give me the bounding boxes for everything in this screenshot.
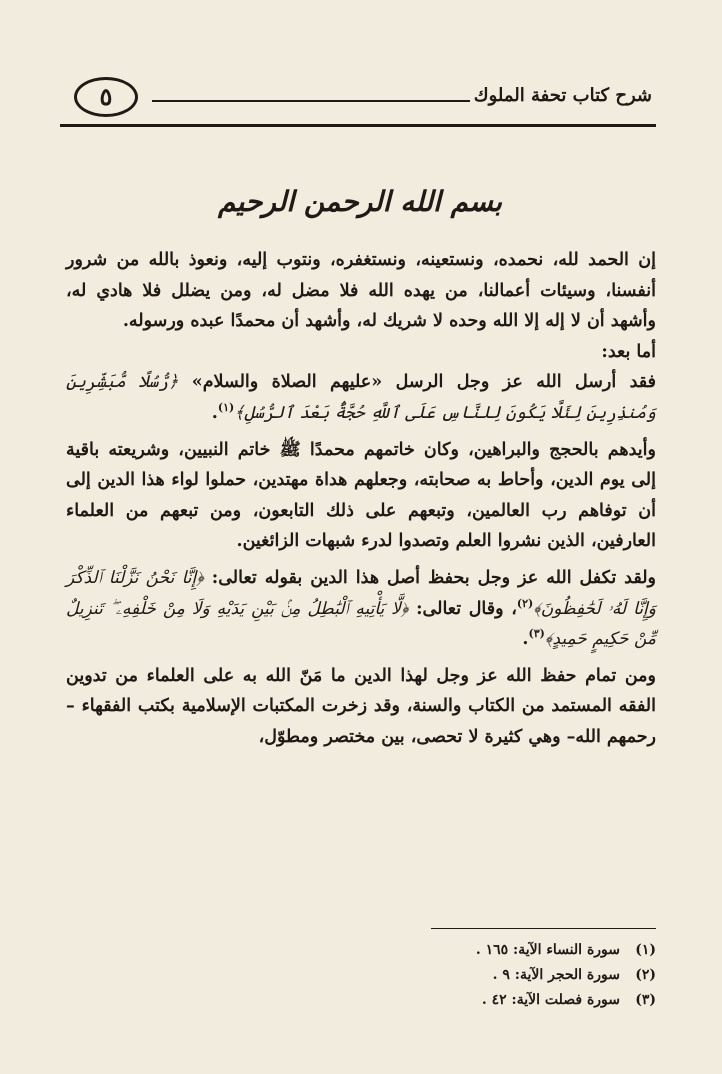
footnote-item [256, 988, 656, 1013]
quran-verse: ﴿لَّا يَأْتِيهِ ٱلْبَٰطِلُ مِنۢ بَيْنِ يَدَيْهِ وَلَا مِنْ خَلْفِهِۦ ۖ تَنزِيلٌ مِّنْ حَكِيمٍ حَمِيدٍ﴾ [66, 598, 656, 650]
paragraph-opening: إن الحمد لله، نحمده، ونستعينه، ونستغفره، ونتوب إليه، ونعوذ بالله من شرور أنفسنا، وسيئات أعمالنا، من يهده الله فلا مضل له، ومن يضلل فلا هادي له، وأشهد أن لا إله إلا الله وحده لا شريك له، وأشهد أن محمدًا عبده ورسوله. [66, 250, 656, 332]
footnote-text: سورة الحجر الآية: ٩ . [492, 967, 620, 983]
header-short-rule [152, 100, 470, 102]
footnote-reference: (٢) [516, 596, 534, 610]
paragraph-messengers [66, 367, 656, 428]
footnote-number: (٢) [635, 967, 656, 983]
header-rule [60, 124, 656, 127]
footnote-item [256, 963, 656, 988]
main-text [66, 245, 656, 753]
footnote-number: (١) [635, 942, 656, 958]
footnote-reference: (٣) [528, 627, 545, 641]
footnote-reference: (١) [217, 401, 235, 415]
footnotes [256, 938, 656, 1013]
footnote-item [256, 938, 656, 963]
paragraph-text: ولقد تكفل الله عز وجل بحفظ أصل هذا الدين بقوله تعالى: [211, 567, 656, 588]
page-header [60, 72, 656, 126]
running-title: شرح كتاب تحفة الملوك [473, 85, 652, 106]
footnote-number: (٣) [635, 992, 656, 1008]
paragraph-amma-bad: أما بعد: [601, 341, 656, 362]
paragraph-text: ، وقال تعالى: [416, 598, 517, 619]
paragraph-preservation [66, 563, 656, 655]
paragraph-text: . [211, 402, 218, 423]
quran-verse: ﴿إِنَّا نَحْنُ نَزَّلْنَا ٱلذِّكْرَ وَإِنَّا لَهُۥ لَحَٰفِظُونَ﴾ [66, 567, 656, 619]
basmala-calligraphy: بسم الله الرحمن الرحيم [218, 185, 502, 218]
footnote-separator [431, 928, 656, 929]
footnote-text: سورة فصلت الآية: ٤٢ . [481, 992, 620, 1008]
page-number: ٥ [74, 77, 138, 117]
paragraph-fiqh: ومن تمام حفظ الله عز وجل لهذا الدين ما مَنّ الله به على العلماء من تدوين الفقه المستمد من الكتاب والسنة، وقد زخرت المكتبات الإسلامية بكتب الفقهاء – رحمهم الله– وهي كثيرة لا تحصى، بين مختصر ومطوّل، [66, 665, 656, 747]
paragraph-text: . [522, 629, 529, 650]
paragraph-prophet: وأيدهم بالحجج والبراهين، وكان خاتمهم محمدًا ﷺ خاتم النبيين، وشريعته باقية إلى يوم الدين، وأحاط به صحابته، وجعلهم هداة مهتدين، حملوا لواء هذا الدين إلى أن توفاهم رب العالمين، وتبعهم على ذلك التابعون، ومن تبعهم من العلماء العارفين، الذين نشروا العلم وتصدوا لدرء شبهات الزائغين. [66, 439, 656, 552]
footnote-text: سورة النساء الآية: ١٦٥ . [475, 942, 620, 958]
paragraph-text: فقد أرسل الله عز وجل الرسل «عليهم الصلاة والسلام» [191, 372, 657, 393]
quran-verse: ﴿رُّسُلًا مُّبَشِّرِينَ وَمُنذِرِينَ لِئَلَّا يَكُونَ لِلنَّاسِ عَلَى ٱللَّهِ حُجَّةٌۢ بَعْدَ ٱلرُّسُلِ﴾ [66, 372, 656, 423]
